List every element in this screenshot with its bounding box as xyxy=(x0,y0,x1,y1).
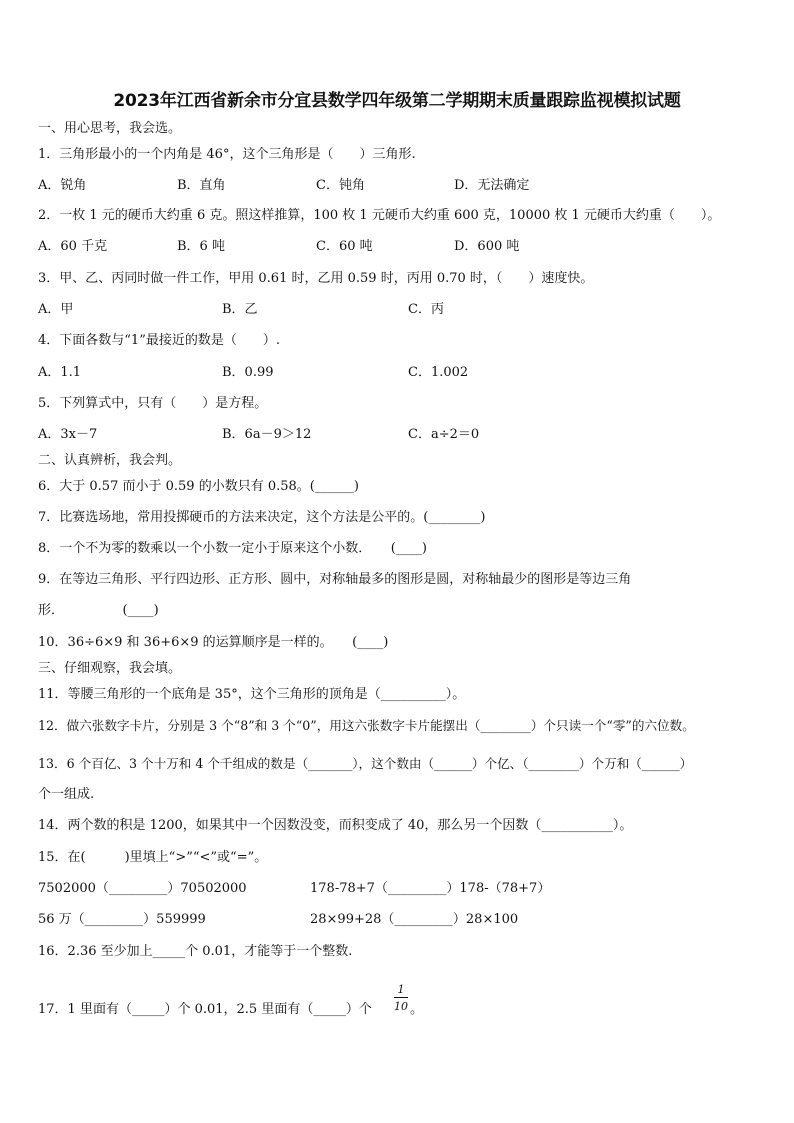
question-15: 15．在( )里填上“>”“<”或“=”。 xyxy=(38,850,268,865)
question-2: 2．一枚 1 元的硬币大约重 6 克。照这样推算，100 枚 1 元硬币大约重 600 克，10000 枚 1 元硬币大约重（ ）。 xyxy=(38,208,721,223)
section-heading-fill: 三、仔细观察，我会填。 xyxy=(38,661,182,676)
question-8: 8．一个不为零的数乘以一个小数一定小于原来这个小数． (____) xyxy=(38,541,427,556)
q4-option-b: B．0.99 xyxy=(222,365,274,380)
section-heading-judge: 二、认真辨析，我会判。 xyxy=(38,453,182,468)
q2-option-a: A．60 千克 xyxy=(38,239,108,254)
question-13-line-2: 个一组成. xyxy=(38,787,95,802)
q2-option-d: D．600 吨 xyxy=(454,239,520,254)
question-13-line-1: 13．6 个百亿、3 个十万和 4 个千组成的数是（_______），这个数由（______）个亿、（________）个万和（______） xyxy=(38,756,693,771)
q3-option-b: B．乙 xyxy=(222,302,258,317)
question-16: 16．2.36 至少加上_____个 0.01，才能等于一个整数. xyxy=(38,944,353,959)
q4-option-c: C．1.002 xyxy=(408,365,469,380)
question-7: 7．比赛选场地，常用投掷硬币的方法来决定，这个方法是公平的。(________) xyxy=(38,510,486,525)
question-12: 12．做六张数字卡片，分别是 3 个“8”和 3 个“0”，用这六张数字卡片能摆出（________）个只读一个“零”的六位数。 xyxy=(38,718,695,733)
q1-option-d: D．无法确定 xyxy=(454,178,530,193)
question-4: 4．下面各数与“1”最接近的数是（ ）. xyxy=(38,333,280,348)
question-3: 3．甲、乙、丙同时做一件工作，甲用 0.61 时，乙用 0.59 时，丙用 0.70 时，（ ）速度快。 xyxy=(38,271,594,286)
section-heading-choice: 一、用心思考，我会选。 xyxy=(38,121,182,136)
q15-item-3: 56 万（_________）559999 xyxy=(38,912,206,927)
q15-item-1: 7502000（_________）70502000 xyxy=(38,881,247,896)
fraction-numerator: 1 xyxy=(397,983,405,996)
question-9-line-1: 9．在等边三角形、平行四边形、正方形、圆中，对称轴最多的图形是圆，对称轴最少的图形是等边三角 xyxy=(38,572,632,587)
question-17-tail: 。 xyxy=(410,1002,424,1017)
q3-option-c: C．丙 xyxy=(408,302,444,317)
question-10: 10．36÷6×9 和 36+6×9 的运算顺序是一样的。 (____) xyxy=(38,635,389,650)
q1-option-c: C．钝角 xyxy=(316,178,365,193)
q1-option-b: B．直角 xyxy=(177,178,226,193)
q2-option-b: B．6 吨 xyxy=(177,239,225,254)
q15-item-2: 178-78+7（_________）178-（78+7） xyxy=(310,881,551,896)
question-17: 17．1 里面有（_____）个 0.01，2.5 里面有（_____）个 xyxy=(38,1002,372,1017)
q15-item-4: 28×99+28（_________）28×100 xyxy=(310,912,519,927)
fraction-denominator: 10 xyxy=(394,1000,408,1013)
q3-option-a: A．甲 xyxy=(38,302,74,317)
fraction-bar xyxy=(394,997,408,998)
question-14: 14．两个数的积是 1200，如果其中一个因数没变，而积变成了 40，那么另一个因数（___________）。 xyxy=(38,818,633,833)
question-11: 11．等腰三角形的一个底角是 35°，这个三角形的顶角是（__________）。 xyxy=(38,687,466,702)
q4-option-a: A．1.1 xyxy=(38,365,82,380)
question-6: 6．大于 0.57 而小于 0.59 的小数只有 0.58。(______) xyxy=(38,479,359,494)
q1-option-a: A．锐角 xyxy=(38,178,87,193)
question-1: 1．三角形最小的一个内角是 46°，这个三角形是（ ）三角形. xyxy=(38,147,416,162)
page-title: 2023年江西省新余市分宜县数学四年级第二学期期末质量跟踪监视模拟试题 xyxy=(113,91,681,111)
q5-option-a: A．3x－7 xyxy=(38,427,98,442)
question-5: 5．下列算式中，只有（ ）是方程。 xyxy=(38,396,268,411)
q5-option-c: C．a÷2＝0 xyxy=(408,427,480,442)
q2-option-c: C．60 吨 xyxy=(316,239,373,254)
question-9-line-2: 形． (____) xyxy=(38,603,159,618)
q5-option-b: B．6a－9＞12 xyxy=(222,427,312,442)
